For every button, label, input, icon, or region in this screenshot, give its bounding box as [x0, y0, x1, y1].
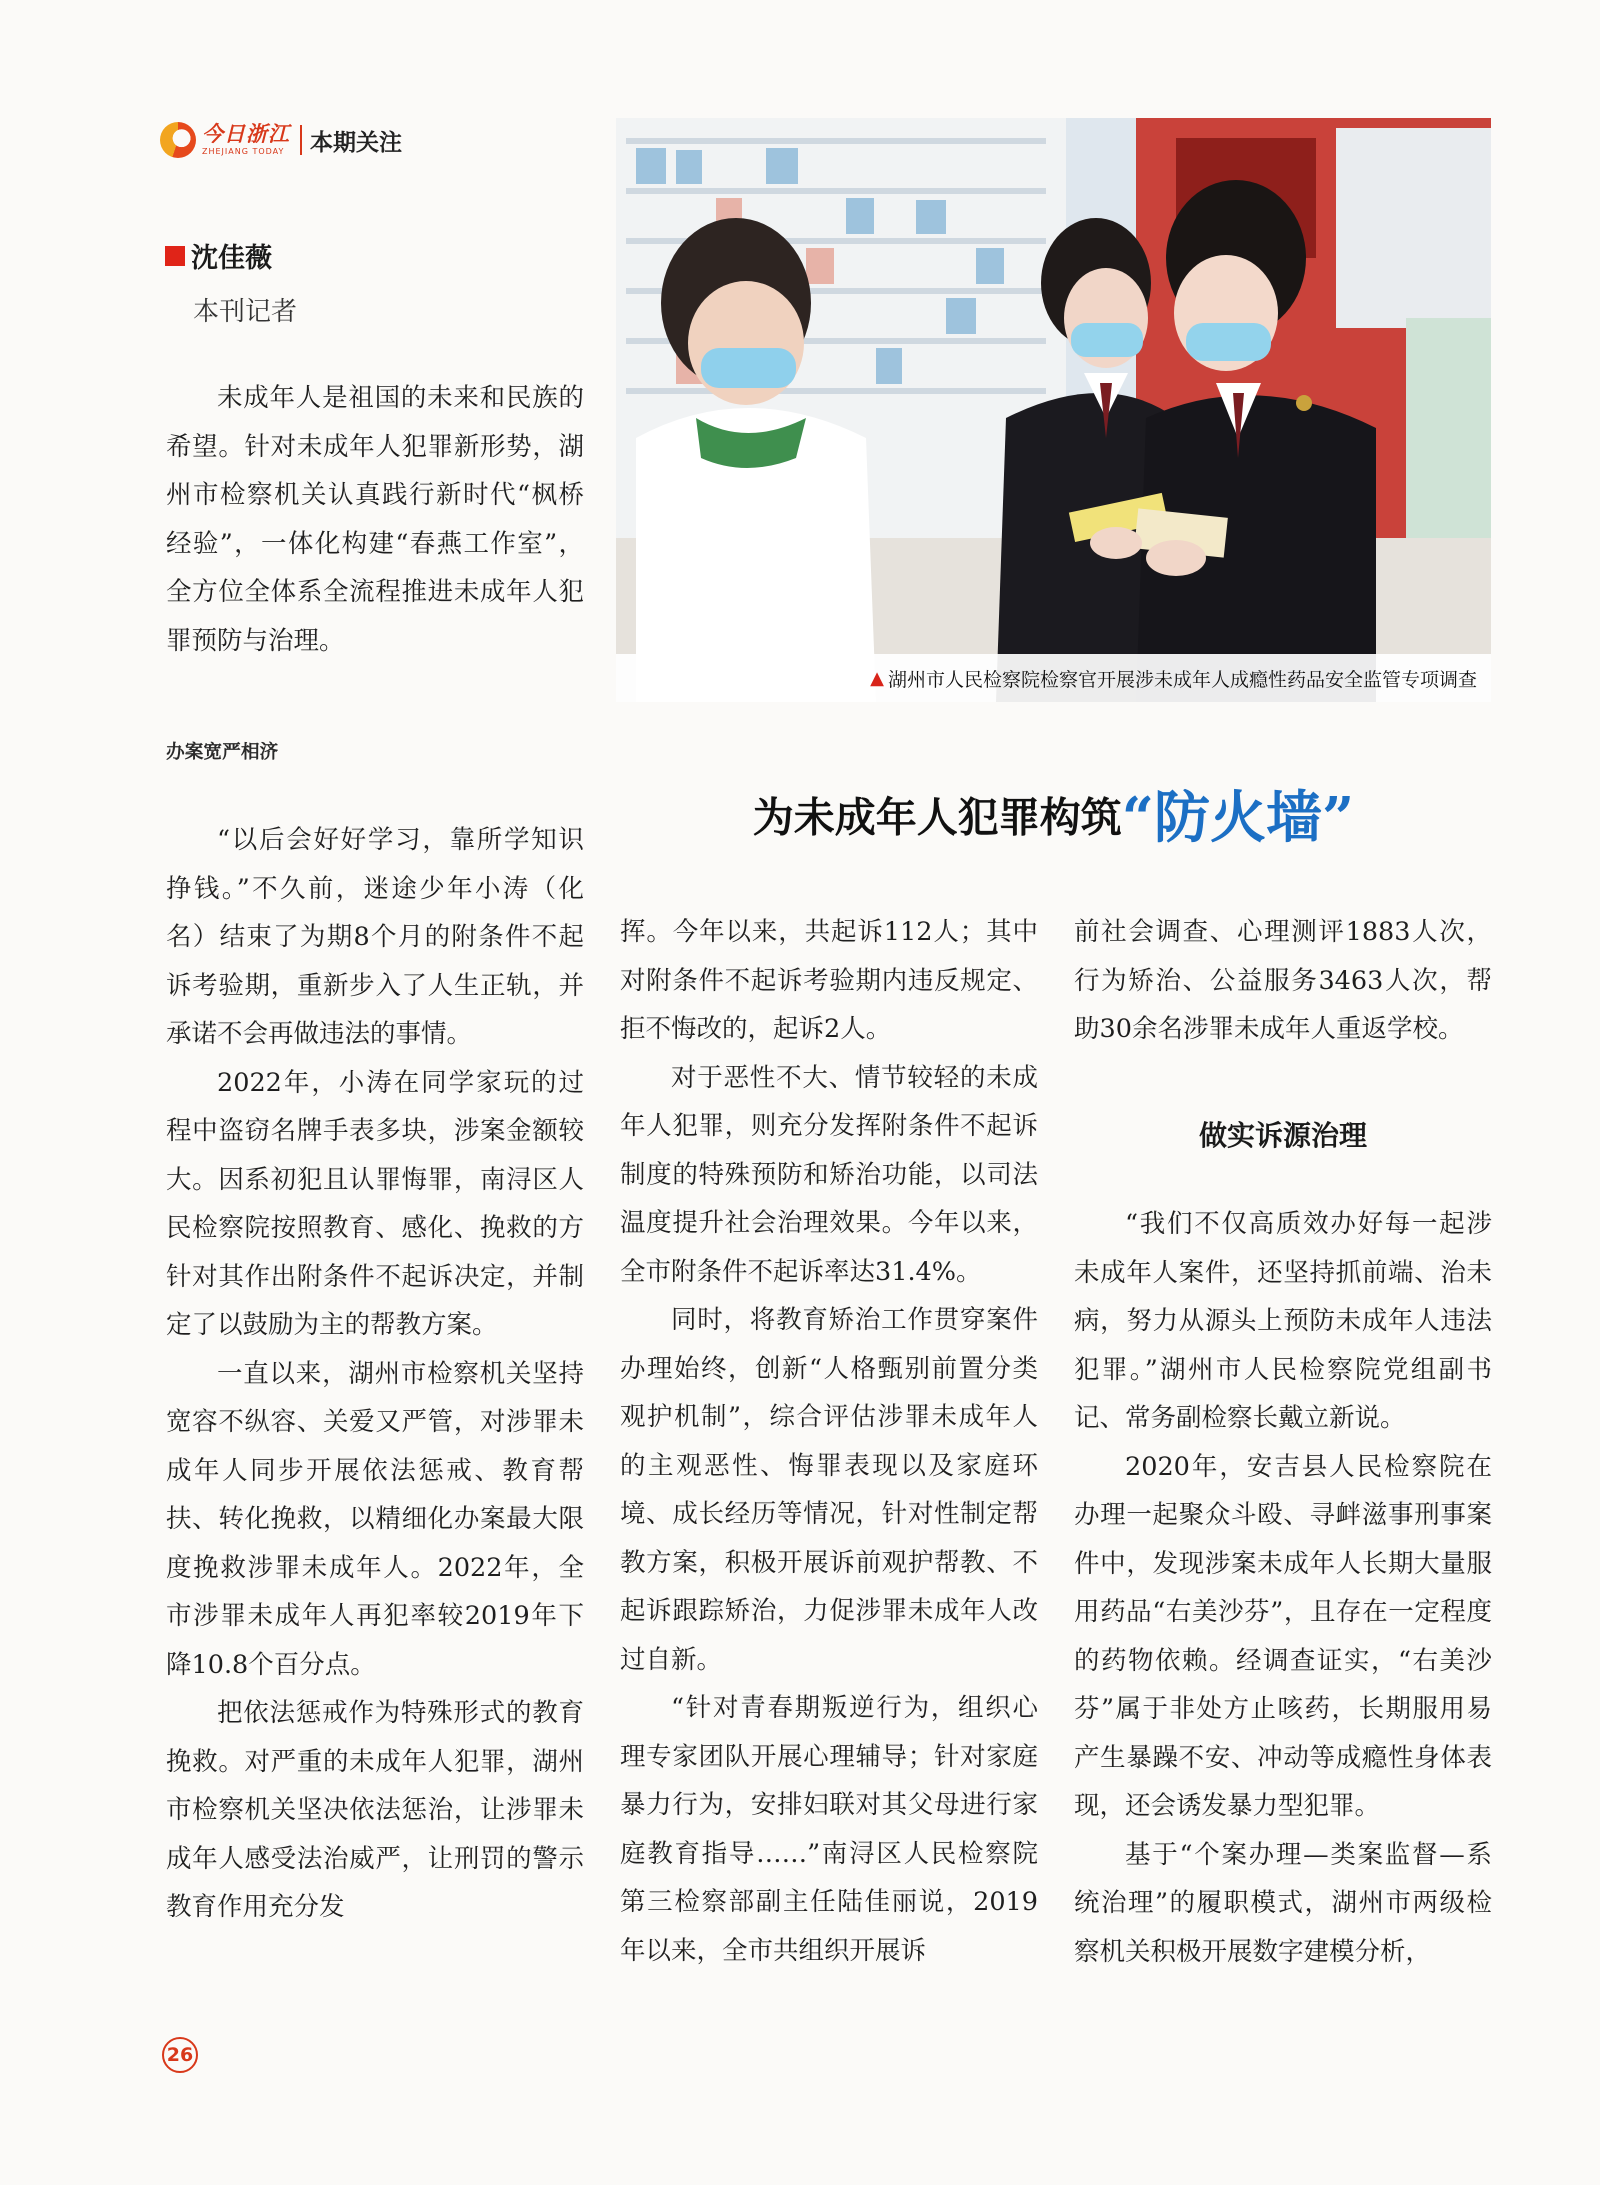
- paragraph: 基于“个案办理—类案监督—系统治理”的履职模式，湖州市两级检察机关积极开展数字建模分析，: [1074, 1839, 1492, 1967]
- headline-main: 为未成年人犯罪构筑: [752, 793, 1122, 842]
- logo: [202, 124, 290, 156]
- photo-caption: [616, 654, 1491, 702]
- paragraph: 2020年，安吉县人民检察院在办理一起聚众斗殴、寻衅滋事刑事案件中，发现涉案未成年人长期大量服用药品“右美沙芬”，且存在一定程度的药物依赖。经调查证实，“右美沙芬”属于非处方止咳药，长期服用易产生暴躁不安、冲动等成瘾性身体表现，还会诱发暴力型犯罪。: [1074, 1451, 1492, 1821]
- article-headline: [616, 774, 1491, 854]
- paragraph: “针对青春期叛逆行为，组织心理专家团队开展心理辅导；针对家庭暴力行为，安排妇联对其父母进行家庭教育指导……”南浔区人民检察院第三检察部副主任陆佳丽说，2019年以来，全市共组织开展诉: [620, 1693, 1038, 1966]
- triangle-up-icon: ▲: [870, 667, 884, 689]
- logo-cn: 今日浙江: [202, 122, 290, 146]
- paragraph: 未成年人是祖国的未来和民族的希望。针对未成年人犯罪新形势，湖州市检察机关认真践行新时代“枫桥经验”，一体化构建“春燕工作室”，全方位全体系全流程推进未成年人犯罪预防与治理。: [166, 383, 584, 656]
- paragraph: “以后会好好学习，靠所学知识挣钱。”不久前，迷途少年小涛（化名）结束了为期8个月的附条件不起诉考验期，重新步入了人生正轨，并承诺不会再做违法的事情。: [166, 825, 584, 1049]
- masthead: [160, 118, 402, 162]
- paragraph: 同时，将教育矫治工作贯穿案件办理始终，创新“人格甄别前置分类观护机制”，综合评估涉罪未成年人的主观恶性、悔罪表现以及家庭环境、成长经历等情况，针对性制定帮教方案，积极开展诉前观护帮教、不起诉跟踪矫治，力促涉罪未成年人改过自新。: [620, 1305, 1038, 1675]
- pharmacy-scene-illustration: [616, 118, 1491, 702]
- author-line: [165, 236, 297, 275]
- paragraph: 一直以来，湖州市检察机关坚持宽容不纵容、关爱又严管，对涉罪未成年人同步开展依法惩戒、教育帮扶、转化挽救，以精细化办案最大限度挽救涉罪未成年人。2022年，全市涉罪未成年人再犯率较2019年下降10.8个百分点。: [166, 1358, 584, 1680]
- subhead-2: 做实诉源治理: [1198, 1118, 1367, 1152]
- logo-en: ZHEJIANG TODAY: [202, 147, 285, 156]
- column-1-body: [166, 816, 584, 1932]
- paragraph: 对于恶性不大、情节较轻的未成年人犯罪，则充分发挥附条件不起诉制度的特殊预防和矫治功能，以司法温度提升社会治理效果。今年以来，全市附条件不起诉率达31.4%。: [620, 1062, 1038, 1287]
- author-name: 沈佳薇: [191, 243, 272, 274]
- red-square-icon: [165, 246, 185, 266]
- paragraph: 把依法惩戒作为特殊形式的教育挽救。对严重的未成年人犯罪，湖州市检察机关坚决依法惩治，让涉罪未成年人感受法治威严，让刑罚的警示教育作用充分发: [166, 1698, 584, 1922]
- header-divider: [300, 125, 302, 155]
- logo-icon: [160, 122, 196, 158]
- author-role: 本刊记者: [193, 297, 298, 327]
- column-3-body: [1074, 908, 1492, 1976]
- page-number: 26: [162, 2037, 198, 2073]
- column-2-body: [620, 908, 1038, 1975]
- column-1-intro: [166, 374, 584, 665]
- article-photo: [616, 118, 1491, 702]
- paragraph-continued: 前社会调查、心理测评1883人次，行为矫治、公益服务3463人次，帮助30余名涉罪未成年人重返学校。: [1074, 917, 1492, 1044]
- headline-emphasis: “防火墙”: [1121, 785, 1355, 851]
- paragraph: 2022年，小涛在同学家玩的过程中盗窃名牌手表多块，涉案金额较大。因系初犯且认罪悔罪，南浔区人民检察院按照教育、感化、挽救的方针对其作出附条件不起诉决定，并制定了以鼓励为主的帮教方案。: [166, 1067, 584, 1340]
- paragraph: “我们不仅高质效办好每一起涉未成年人案件，还坚持抓前端、治未病，努力从源头上预防未成年人违法犯罪。”湖州市人民检察院党组副书记、常务副检察长戴立新说。: [1074, 1209, 1492, 1433]
- caption-text: 湖州市人民检察院检察官开展涉未成年人成瘾性药品安全监管专项调查: [887, 668, 1477, 691]
- subhead-1: 办案宽严相济: [166, 740, 279, 763]
- byline: [165, 236, 297, 328]
- subhead-1-wrapper: [166, 718, 584, 782]
- paragraph-continued: 挥。今年以来，共起诉112人；其中对附条件不起诉考验期内违反规定、拒不悔改的，起诉2人。: [620, 917, 1038, 1044]
- section-title: 本期关注: [310, 129, 402, 156]
